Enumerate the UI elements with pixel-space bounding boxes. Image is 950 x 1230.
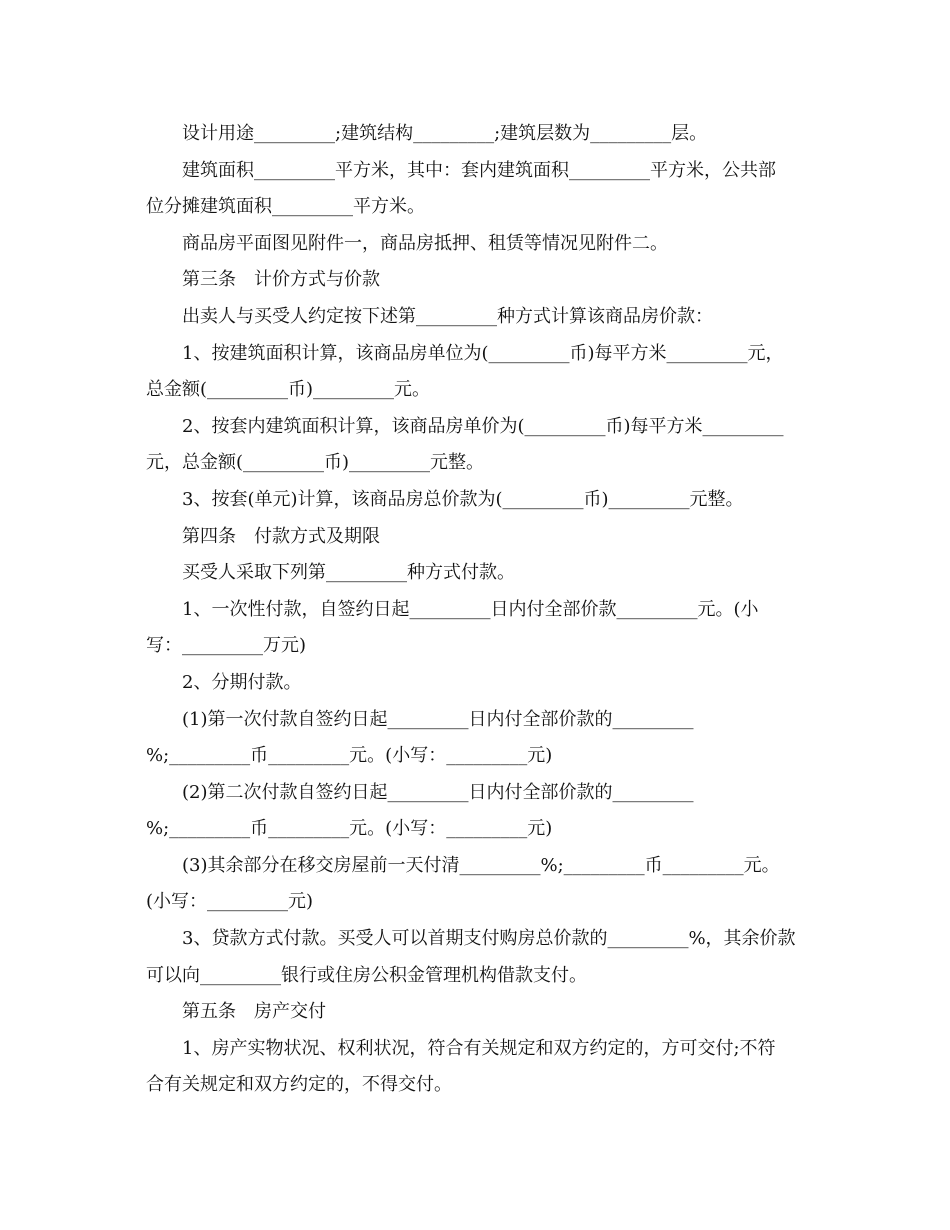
text-line: 商品房平面图见附件一，商品房抵押、租赁等情况见附件二。 [182, 232, 668, 254]
text-line: 总金额(_________币)_________元。 [146, 379, 431, 401]
section-heading: 第五条 房产交付 [182, 1001, 326, 1023]
text-line: %;_________币_________元。(小写：_________元) [146, 818, 553, 840]
text-line: 买受人采取下列第_________种方式付款。 [182, 562, 515, 584]
document-body [146, 116, 806, 1104]
text-line: 出卖人与买受人约定按下述第_________种方式计算该商品房价款： [182, 305, 713, 327]
text-line: (3)其余部分在移交房屋前一天付清_________%;_________币_________元。 [182, 854, 780, 876]
text-line: 1、房产实物状况、权利状况，符合有关规定和双方约定的，方可交付;不符 [182, 1037, 776, 1059]
text-line: (小写：_________元) [146, 891, 314, 913]
text-line: 3、贷款方式付款。买受人可以首期支付购房总价款的_________%，其余价款 [182, 928, 796, 950]
section-heading: 第四条 付款方式及期限 [182, 525, 380, 547]
text-line: 3、按套(单元)计算，该商品房总价款为(_________币)_________元整。 [182, 488, 744, 510]
text-line: 2、按套内建筑面积计算，该商品房单价为(_________币)每平方米_________ [182, 415, 784, 437]
text-line: 2、分期付款。 [182, 671, 302, 693]
text-line: %;_________币_________元。(小写：_________元) [146, 745, 553, 767]
text-line: 建筑面积_________平方米，其中：套内建筑面积_________平方米，公共部 [182, 159, 776, 181]
text-line: 元，总金额(_________币)_________元整。 [146, 452, 485, 474]
text-line: 1、一次性付款，自签约日起_________日内付全部价款_________元。(小 [182, 598, 759, 620]
text-line: 可以向_________银行或住房公积金管理机构借款支付。 [146, 964, 587, 986]
text-line: 设计用途_________;建筑结构_________;建筑层数为_________层。 [182, 123, 708, 144]
text-line: 1、按建筑面积计算，该商品房单位为(_________币)每平方米_________元， [182, 342, 784, 364]
text-line: (1)第一次付款自签约日起_________日内付全部价款的_________ [182, 708, 694, 730]
section-heading: 第三条 计价方式与价款 [182, 269, 380, 291]
text-line: 位分摊建筑面积_________平方米。 [146, 196, 425, 218]
text-line: 写：_________万元) [146, 635, 307, 657]
text-line: (2)第二次付款自签约日起_________日内付全部价款的_________ [182, 781, 694, 803]
text-line: 合有关规定和双方约定的，不得交付。 [146, 1074, 452, 1096]
